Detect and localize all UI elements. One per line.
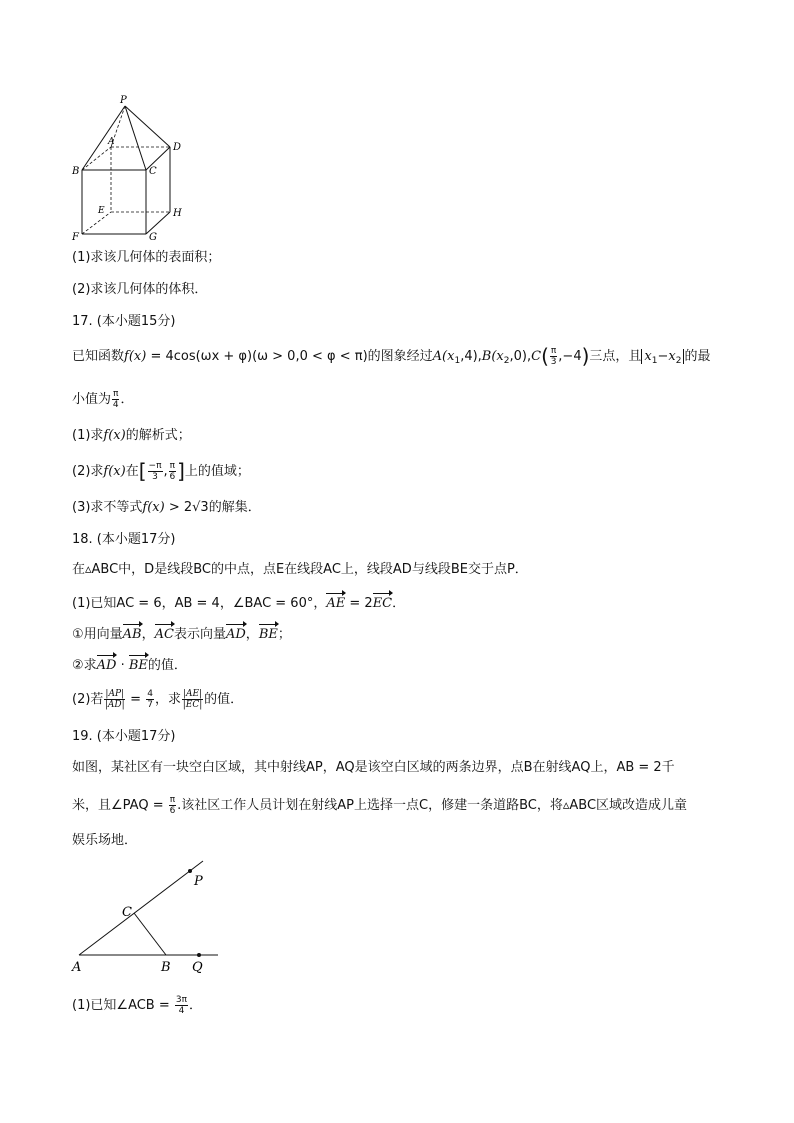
q17-statement-line2: 小值为 $\frac{\pi}{4}$ ． — [72, 389, 134, 410]
label-f: F — [72, 232, 79, 242]
q18-part1-ii: ②求AD · BE的值． — [72, 654, 187, 675]
q17-part1: (1)求f(x)的解析式； — [72, 428, 191, 443]
q17-part3: (3)求不等式f(x) > 2√3的解集． — [72, 500, 261, 515]
q17-header: 17. (本小题15分) — [72, 314, 176, 329]
label-b2: B — [161, 960, 171, 975]
q16-part1: (1)求该几何体的表面积； — [72, 250, 221, 265]
q19-header: 19. (本小题17分) — [72, 729, 176, 744]
label-h: H — [173, 208, 182, 219]
q19-line1: 如图，某社区有一块空白区域，其中射线AP，AQ是该空白区域的两条边界，点B在射线AQ上，AB = 2千 — [72, 760, 675, 775]
q18-intro: 在▵ABC中，D是线段BC的中点，点E在线段AC上，线段AD与线段BE交于点P． — [72, 562, 528, 577]
label-d: D — [173, 142, 182, 153]
label-g: G — [149, 232, 157, 242]
label-c: C — [149, 166, 157, 177]
label-a2: A — [72, 960, 82, 975]
q19-line2: 米，且∠PAQ = $\frac{\pi}{6}$ .该社区工作人员计划在射线AP上选择一点C，修建一条道路BC，将▵ABC区域改造成儿童 — [72, 795, 688, 816]
label-q2: Q — [192, 960, 203, 975]
q18-header: 18. (本小题17分) — [72, 532, 176, 547]
label-p2: P — [194, 874, 203, 889]
q18-part2: (2)若 $\frac{|AP|}{|AD|}$ = $\frac{4}{7}$ ，求 $\frac{|AE|}{|EC|}$ 的值． — [72, 689, 244, 710]
label-a: A — [108, 137, 115, 147]
label-e: E — [98, 206, 105, 216]
prism-pyramid-figure — [64, 92, 194, 242]
label-b: B — [72, 166, 80, 177]
q17-statement: 已知函数f(x) = 4cos(ωx + φ)(ω > 0,0 < φ < π)的图象经过$A(x_1,4),B(x_2,0),C$( $\frac{\pi}{3}$ ,−4)三点，且 $x_1-x_2$ 的最 — [72, 344, 711, 368]
label-p: P — [120, 95, 127, 106]
label-c2: C — [122, 905, 132, 920]
q18-part1: (1)已知AC = 6，AB = 4，∠BAC = 60°，AE = 2EC． — [72, 592, 405, 613]
q19-part1: (1)已知∠ACB = $\frac{3\pi}{4}$ ． — [72, 995, 203, 1016]
q18-part1-i: ①用向量AB，AC表示向量AD，BE； — [72, 623, 291, 644]
q19-line3: 娱乐场地． — [72, 833, 138, 848]
q17-frac-pi3: $\frac{\pi}{3}$ — [550, 346, 557, 367]
q16-part2: (2)求该几何体的体积． — [72, 282, 208, 297]
q17-part2: (2)求f(x)在[ $\frac{-\pi}{3}$ , $\frac{\pi}{6}$ ]上的值域； — [72, 459, 250, 483]
ray-triangle-figure — [66, 855, 236, 980]
